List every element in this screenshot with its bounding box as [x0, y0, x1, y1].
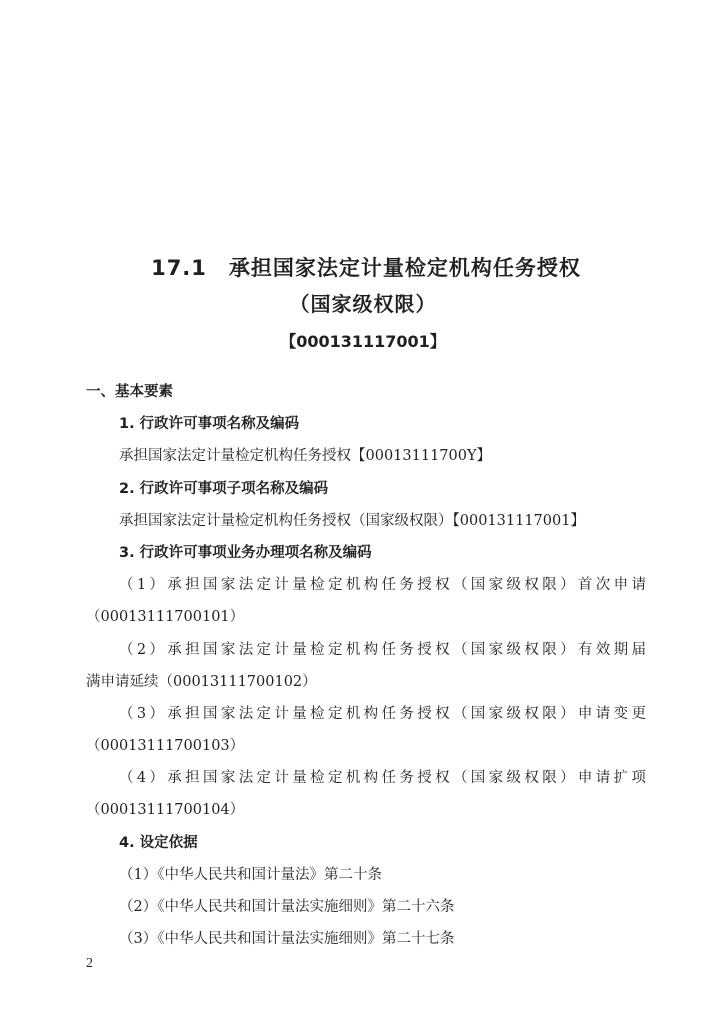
item3-list-item-2-line2: 满申请延续（00013111700102）: [86, 673, 317, 690]
document-title: [0, 250, 726, 286]
item3-list-item-3-line2: （00013111700103）: [86, 738, 245, 755]
item3-list-item-1-line2: （00013111700101）: [86, 609, 245, 626]
item2-text: 承担国家法定计量检定机构任务授权（国家级权限）【000131117001】: [119, 512, 585, 529]
item3-list-item-2-line1: （2）承担国家法定计量检定机构任务授权（国家级权限）有效期届: [119, 641, 646, 658]
item1-text: 承担国家法定计量检定机构任务授权【00013111700Y】: [119, 448, 492, 465]
item1-heading: 1. 行政许可事项名称及编码: [119, 416, 300, 433]
document-subtitle: （国家级权限）: [289, 292, 437, 316]
document-code: 【000131117001】: [280, 332, 446, 351]
item2-heading: 2. 行政许可事项子项名称及编码: [119, 480, 329, 497]
item4-heading: 4. 设定依据: [119, 834, 198, 851]
document-title-block: [0, 250, 726, 362]
item3-list-item-4-line1: （4）承担国家法定计量检定机构任务授权（国家级权限）申请扩项: [119, 770, 646, 787]
item4-list-item-1: （1）《中华人民共和国计量法》第二十条: [119, 866, 382, 883]
basic-elements-heading: 一、基本要素: [86, 384, 173, 400]
section-number: 17.1: [151, 256, 207, 280]
item4-list-item-2: （2）《中华人民共和国计量法实施细则》第二十六条: [119, 899, 455, 915]
title-text: 承担国家法定计量检定机构任务授权: [228, 256, 581, 280]
document-body: [86, 376, 646, 955]
item3-list-item-1-line1: （1）承担国家法定计量检定机构任务授权（国家级权限）首次申请: [119, 577, 646, 594]
page-number: 2: [86, 956, 93, 971]
item4-list-item-3: （3）《中华人民共和国计量法实施细则》第二十七条: [119, 931, 455, 948]
item3-list-item-3-line1: （3）承担国家法定计量检定机构任务授权（国家级权限）申请变更: [119, 705, 646, 722]
item3-heading: 3. 行政许可事项业务办理项名称及编码: [119, 544, 372, 561]
item3-list-item-4-line2: （00013111700104）: [86, 802, 245, 819]
